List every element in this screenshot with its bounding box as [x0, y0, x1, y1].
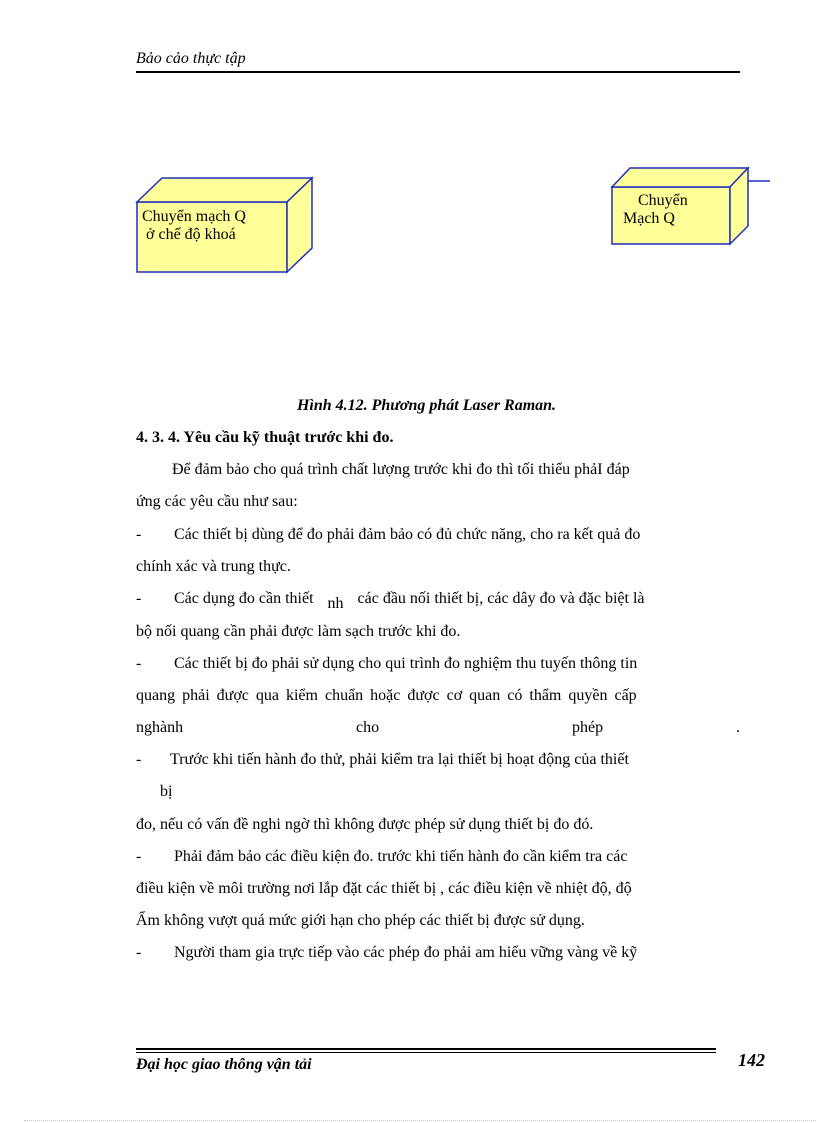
figure-caption: Hình 4.12. Phương phát Laser Raman.: [296, 397, 557, 414]
footer-rule: [136, 1052, 716, 1053]
bullet-dash: -: [136, 751, 142, 768]
box-left-line1: Chuyển mạch Q: [142, 208, 246, 225]
footer-title: Đại học giao thông vận tải: [136, 1056, 312, 1073]
figure-diagram: [0, 0, 816, 300]
bullet-line: - Các dụng đo cần thiết nh các đầu nối thiết bị, các dây đo và đặc biệt là: [136, 590, 645, 612]
bullet-dash: -: [136, 944, 142, 961]
box-right: [612, 168, 770, 244]
bullet-line: - Trước khi tiến hành đo thử, phải kiểm tra lại thiết bị hoạt động của thiết: [136, 751, 629, 768]
box-left-line2: ở chế độ khoá: [146, 226, 236, 243]
paragraph-line: đo, nếu có vấn đề nghi ngờ thì không được phép sử dụng thiết bị đo đó.: [136, 816, 594, 833]
paragraph-line: chính xác và trung thực.: [136, 558, 291, 575]
paragraph-line: điều kiện về môi trường nơi lắp đặt các thiết bị , các điều kiện về nhiệt độ, độ: [136, 880, 632, 897]
header-title: Bảo cảo thực tập: [136, 50, 246, 67]
bullet-dash: -: [136, 848, 142, 865]
bullet-dash: -: [136, 655, 142, 672]
paragraph-line: bị: [160, 783, 173, 800]
page-number: 142: [738, 1050, 765, 1070]
paragraph-line: nghành cho phép .: [136, 719, 740, 736]
bullet-line: - Phải đảm bảo các điều kiện đo. trước khi tiến hành đo cần kiểm tra các: [136, 848, 628, 865]
bullet-line: - Các thiết bị dùng để đo phải đảm bảo có đủ chức năng, cho ra kết quả đo: [136, 526, 641, 543]
box-right-line1: Chuyển: [638, 192, 688, 209]
paragraph-line: Ẩm không vượt quá mức giới hạn cho phép các thiết bị được sử dụng.: [136, 912, 585, 929]
box-left: [137, 178, 312, 272]
bullet-line: - Người tham gia trực tiếp vào các phép đo phải am hiểu vững vàng về kỹ: [136, 944, 638, 961]
paragraph-line: bộ nối quang cần phải được làm sạch trước khi đo.: [136, 623, 461, 640]
paragraph-line: ứng các yêu cầu như sau:: [136, 493, 298, 510]
paragraph-line: Để đảm bảo cho quá trình chất lượng trước khi đo thì tối thiểu phảI đáp: [172, 461, 630, 478]
subscript-text: nh: [327, 595, 344, 612]
bullet-dash: -: [136, 526, 142, 543]
box-right-line2: Mạch Q: [623, 210, 675, 227]
paragraph-line: quang phải được qua kiểm chuẩn hoặc được cơ quan có thẩm quyền cấp: [136, 687, 637, 704]
page-edge-divider: [24, 1120, 816, 1121]
section-heading: 4. 3. 4. Yêu cầu kỹ thuật trước khi đo.: [136, 429, 394, 446]
bullet-dash: -: [136, 590, 142, 607]
footer-rule: [136, 1048, 716, 1050]
bullet-line: - Các thiết bị đo phải sử dụng cho qui trình đo nghiệm thu tuyến thông tin: [136, 655, 638, 672]
